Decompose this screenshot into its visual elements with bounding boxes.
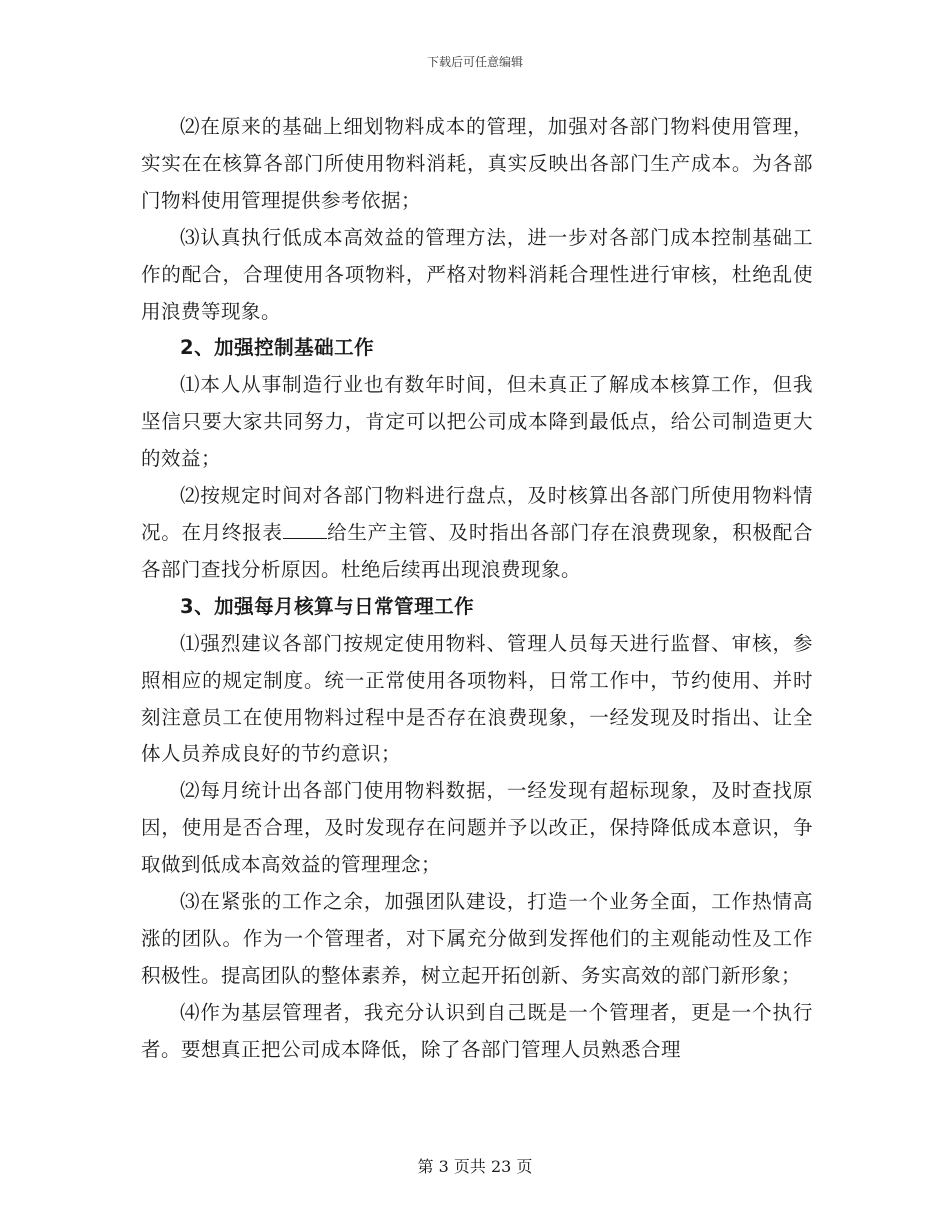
inventory-check-text-end: 给生产主管、及时指出各部门存在浪费现象，积极配合各部门查找分析原因。杜绝后续再出现浪费现象。 — [141, 520, 813, 581]
paragraph-team-building: ⑶在紧张的工作之余，加强团队建设，打造一个业务全面，工作热情高涨的团队。作为一个管理者，对下属充分做到发挥他们的主观能动性及工作积极性。提高团队的整体素养，树立起开拓创新、务实高效的部门新形象； — [141, 890, 813, 987]
paragraph-material-cost-management: ⑵在原来的基础上细划物料成本的管理，加强对各部门物料使用管理，实实在在核算各部门所使用物料消耗，真实反映出各部门生产成本。为各部门物料使用管理提供参考依据； — [141, 115, 813, 212]
paragraph-inventory-check — [141, 478, 813, 589]
fill-in-blank — [283, 520, 327, 539]
page-number: 第 3 页共 23 页 — [417, 1157, 533, 1176]
paragraph-usage-supervision: ⑴强烈建议各部门按规定使用物料、管理人员每天进行监督、审核，参照相应的规定制度。统一正常使用各项物料，日常工作中，节约使用、并时刻注意员工在使用物料过程中是否存在浪费现象，一经发现及时指出、让全体人员养成良好的节约意识； — [141, 631, 813, 766]
section-heading-control-basics: 2、加强控制基础工作 — [180, 336, 375, 360]
document-body — [141, 109, 813, 1069]
paragraph-monthly-statistics: ⑵每月统计出各部门使用物料数据，一经发现有超标现象，及时查找原因，使用是否合理，及时发现存在问题并予以改正，保持降低成本意识，争取做到低成本高效益的管理理念； — [141, 779, 813, 877]
paragraph-manufacturing-experience: ⑴本人从事制造行业也有数年时间，但未真正了解成本核算工作，但我坚信只要大家共同努力，肯定可以把公司成本降到最低点，给公司制造更大的效益； — [141, 373, 813, 471]
inventory-check-text-start: ⑵按规定时间对各部门物料进行盘点，及时核算出各部门所使用物料情况。在月终报表 — [141, 484, 813, 544]
section-heading-monthly-accounting: 3、加强每月核算与日常管理工作 — [180, 594, 475, 618]
paragraph-manager-role: ⑷作为基层管理者，我充分认识到自己既是一个管理者，更是一个执行者。要想真正把公司成本降低，除了各部门管理人员熟悉合理 — [141, 1000, 813, 1061]
page-header-note: 下载后可任意编辑 — [426, 55, 523, 69]
paragraph-low-cost-method: ⑶认真执行低成本高效益的管理方法，进一步对各部门成本控制基础工作的配合，合理使用各项物料，严格对物料消耗合理性进行审核，杜绝乱使用浪费等现象。 — [141, 225, 813, 323]
